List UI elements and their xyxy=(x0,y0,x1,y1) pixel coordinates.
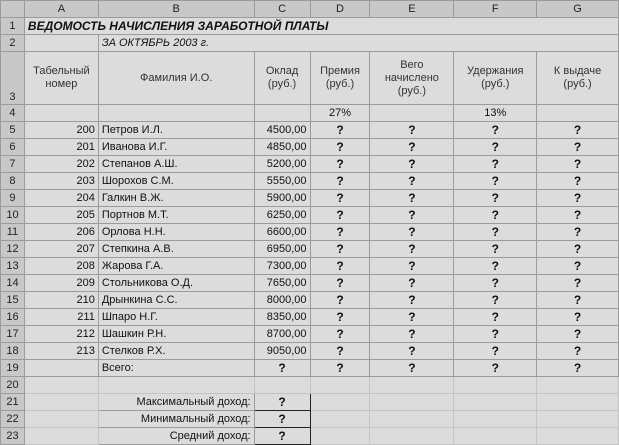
cell[interactable] xyxy=(24,377,98,394)
salary-cell[interactable]: 4850,00 xyxy=(254,139,310,156)
deductions-cell[interactable]: ? xyxy=(454,309,537,326)
cell[interactable] xyxy=(24,428,98,445)
cell[interactable] xyxy=(24,35,98,52)
row-header[interactable]: 15 xyxy=(1,292,25,309)
bonus-cell[interactable]: ? xyxy=(310,309,370,326)
total-accrued-cell[interactable]: ? xyxy=(370,309,454,326)
row-header[interactable]: 13 xyxy=(1,258,25,275)
header-cell-salary[interactable]: Оклад (руб.) xyxy=(254,52,310,105)
salary-cell[interactable]: 9050,00 xyxy=(254,343,310,360)
employee-row xyxy=(1,275,619,292)
sheet-row xyxy=(1,394,619,411)
select-all-corner[interactable] xyxy=(1,1,25,18)
salary-cell[interactable]: 7300,00 xyxy=(254,258,310,275)
employee-name-cell[interactable]: Шпаро Н.Г. xyxy=(98,309,254,326)
row-header[interactable]: 18 xyxy=(1,343,25,360)
employee-row xyxy=(1,173,619,190)
bonus-rate-cell[interactable]: 27% xyxy=(310,105,370,122)
bonus-cell[interactable]: ? xyxy=(310,122,370,139)
payout-cell[interactable]: ? xyxy=(537,241,619,258)
cell[interactable] xyxy=(310,394,370,411)
max-income-label[interactable]: Максимальный доход: xyxy=(98,394,254,411)
employee-name-cell[interactable]: Степкина А.В. xyxy=(98,241,254,258)
employee-name-cell[interactable]: Иванова И.Г. xyxy=(98,139,254,156)
bonus-cell[interactable]: ? xyxy=(310,207,370,224)
salary-cell[interactable]: 6250,00 xyxy=(254,207,310,224)
cell[interactable] xyxy=(310,377,370,394)
column-header-b[interactable]: B xyxy=(98,1,254,18)
cell[interactable] xyxy=(370,377,454,394)
totals-row xyxy=(1,360,619,377)
salary-cell[interactable]: 5900,00 xyxy=(254,190,310,207)
employee-name-cell[interactable]: Портнов М.Т. xyxy=(98,207,254,224)
cell[interactable] xyxy=(537,394,619,411)
employee-row xyxy=(1,207,619,224)
deductions-cell[interactable]: ? xyxy=(454,207,537,224)
cell[interactable] xyxy=(370,411,454,428)
employee-name-cell[interactable]: Жарова Г.А. xyxy=(98,258,254,275)
header-cell-total[interactable]: Вего начислено (руб.) xyxy=(370,52,454,105)
deductions-cell[interactable]: ? xyxy=(454,326,537,343)
employee-name-cell[interactable]: Галкин В.Ж. xyxy=(98,190,254,207)
deductions-cell[interactable]: ? xyxy=(454,190,537,207)
total-accrued-cell[interactable]: ? xyxy=(370,360,454,377)
avg-income-label[interactable]: Средний доход: xyxy=(98,428,254,445)
deductions-cell[interactable]: ? xyxy=(454,173,537,190)
column-header-c[interactable]: C xyxy=(254,1,310,18)
row-header[interactable]: 23 xyxy=(1,428,25,445)
employee-row xyxy=(1,139,619,156)
employee-name-cell[interactable]: Орлова Н.Н. xyxy=(98,224,254,241)
row-header[interactable]: 6 xyxy=(1,139,25,156)
total-accrued-cell[interactable]: ? xyxy=(370,275,454,292)
column-header-d[interactable]: D xyxy=(310,1,370,18)
row-header[interactable]: 4 xyxy=(1,105,25,122)
employee-name-cell[interactable]: Шашкин Р.Н. xyxy=(98,326,254,343)
total-accrued-cell[interactable]: ? xyxy=(370,258,454,275)
salary-cell[interactable]: 6600,00 xyxy=(254,224,310,241)
sheet-row xyxy=(1,18,619,35)
total-deductions-cell[interactable]: ? xyxy=(454,360,537,377)
employee-row xyxy=(1,258,619,275)
row-header[interactable]: 12 xyxy=(1,241,25,258)
row-header[interactable]: 17 xyxy=(1,326,25,343)
row-header[interactable]: 5 xyxy=(1,122,25,139)
salary-cell[interactable]: 7650,00 xyxy=(254,275,310,292)
employee-id-cell[interactable]: 204 xyxy=(24,190,98,207)
bonus-cell[interactable]: ? xyxy=(310,292,370,309)
employee-row xyxy=(1,190,619,207)
total-accrued-cell[interactable]: ? xyxy=(370,139,454,156)
cell[interactable] xyxy=(537,428,619,445)
row-header[interactable]: 8 xyxy=(1,173,25,190)
bonus-cell[interactable]: ? xyxy=(310,173,370,190)
cell[interactable] xyxy=(98,105,254,122)
cell[interactable] xyxy=(254,377,310,394)
payout-cell[interactable]: ? xyxy=(537,292,619,309)
min-income-cell[interactable]: ? xyxy=(254,411,310,428)
employee-name-cell[interactable]: Петров И.Л. xyxy=(98,122,254,139)
deduction-rate-cell[interactable]: 13% xyxy=(454,105,537,122)
total-accrued-cell[interactable]: ? xyxy=(370,343,454,360)
total-accrued-cell[interactable]: ? xyxy=(370,173,454,190)
payout-cell[interactable]: ? xyxy=(537,122,619,139)
max-income-cell[interactable]: ? xyxy=(254,394,310,411)
sheet-title-cell[interactable]: ВЕДОМОСТЬ НАЧИСЛЕНИЯ ЗАРАБОТНОЙ ПЛАТЫ xyxy=(24,18,618,35)
deductions-cell[interactable]: ? xyxy=(454,292,537,309)
table-header-row xyxy=(1,52,619,105)
sheet-row xyxy=(1,35,619,52)
total-accrued-cell[interactable]: ? xyxy=(370,241,454,258)
payout-cell[interactable]: ? xyxy=(537,224,619,241)
cell[interactable] xyxy=(537,377,619,394)
cell[interactable] xyxy=(24,411,98,428)
total-accrued-cell[interactable]: ? xyxy=(370,207,454,224)
salary-cell[interactable]: 6950,00 xyxy=(254,241,310,258)
total-accrued-cell[interactable]: ? xyxy=(370,224,454,241)
min-income-label[interactable]: Минимальный доход: xyxy=(98,411,254,428)
cell[interactable] xyxy=(454,411,537,428)
row-header[interactable]: 16 xyxy=(1,309,25,326)
total-salary-cell[interactable]: ? xyxy=(254,360,310,377)
total-accrued-cell[interactable]: ? xyxy=(370,156,454,173)
employee-id-cell[interactable]: 202 xyxy=(24,156,98,173)
employee-id-cell[interactable]: 210 xyxy=(24,292,98,309)
total-accrued-cell[interactable]: ? xyxy=(370,122,454,139)
header-cell-payout[interactable]: К выдаче (руб.) xyxy=(537,52,619,105)
bonus-cell[interactable]: ? xyxy=(310,241,370,258)
cell[interactable] xyxy=(537,105,619,122)
salary-cell[interactable]: 5550,00 xyxy=(254,173,310,190)
employee-id-cell[interactable]: 213 xyxy=(24,343,98,360)
employee-row xyxy=(1,224,619,241)
employee-id-cell[interactable]: 209 xyxy=(24,275,98,292)
payout-cell[interactable]: ? xyxy=(537,309,619,326)
cell[interactable] xyxy=(310,428,370,445)
salary-cell[interactable]: 4500,00 xyxy=(254,122,310,139)
row-header[interactable]: 19 xyxy=(1,360,25,377)
bonus-cell[interactable]: ? xyxy=(310,190,370,207)
deductions-cell[interactable]: ? xyxy=(454,241,537,258)
column-header-a[interactable]: A xyxy=(24,1,98,18)
row-header[interactable]: 3 xyxy=(1,52,25,105)
cell[interactable] xyxy=(24,105,98,122)
deductions-cell[interactable]: ? xyxy=(454,156,537,173)
bonus-cell[interactable]: ? xyxy=(310,326,370,343)
employee-id-cell[interactable]: 203 xyxy=(24,173,98,190)
column-header-g[interactable]: G xyxy=(537,1,619,18)
total-accrued-cell[interactable]: ? xyxy=(370,326,454,343)
employee-row xyxy=(1,241,619,258)
row-header[interactable]: 22 xyxy=(1,411,25,428)
cell[interactable] xyxy=(370,105,454,122)
cell[interactable] xyxy=(454,394,537,411)
employee-id-cell[interactable]: 208 xyxy=(24,258,98,275)
total-bonus-cell[interactable]: ? xyxy=(310,360,370,377)
payout-cell[interactable]: ? xyxy=(537,139,619,156)
employee-name-cell[interactable]: Шорохов С.М. xyxy=(98,173,254,190)
sheet-subtitle-cell[interactable]: ЗА ОКТЯБРЬ 2003 г. xyxy=(98,35,618,52)
cell[interactable] xyxy=(24,394,98,411)
payout-cell[interactable]: ? xyxy=(537,156,619,173)
avg-income-cell[interactable]: ? xyxy=(254,428,310,445)
row-header[interactable]: 9 xyxy=(1,190,25,207)
cell[interactable] xyxy=(24,360,98,377)
employee-row xyxy=(1,122,619,139)
cell[interactable] xyxy=(254,105,310,122)
payout-cell[interactable]: ? xyxy=(537,173,619,190)
column-header-f[interactable]: F xyxy=(454,1,537,18)
employee-row xyxy=(1,326,619,343)
payout-cell[interactable]: ? xyxy=(537,326,619,343)
cell[interactable] xyxy=(370,428,454,445)
employee-name-cell[interactable]: Степанов А.Ш. xyxy=(98,156,254,173)
employee-row xyxy=(1,343,619,360)
employee-id-cell[interactable]: 200 xyxy=(24,122,98,139)
bonus-cell[interactable]: ? xyxy=(310,258,370,275)
deductions-cell[interactable]: ? xyxy=(454,343,537,360)
row-header[interactable]: 7 xyxy=(1,156,25,173)
bonus-cell[interactable]: ? xyxy=(310,139,370,156)
payout-cell[interactable]: ? xyxy=(537,190,619,207)
bonus-cell[interactable]: ? xyxy=(310,224,370,241)
total-payout-cell[interactable]: ? xyxy=(537,360,619,377)
salary-cell[interactable]: 8700,00 xyxy=(254,326,310,343)
deductions-cell[interactable]: ? xyxy=(454,139,537,156)
deductions-cell[interactable]: ? xyxy=(454,258,537,275)
deductions-cell[interactable]: ? xyxy=(454,224,537,241)
salary-cell[interactable]: 8350,00 xyxy=(254,309,310,326)
row-header[interactable]: 2 xyxy=(1,35,25,52)
salary-cell[interactable]: 8000,00 xyxy=(254,292,310,309)
row-header[interactable]: 11 xyxy=(1,224,25,241)
header-cell-name[interactable]: Фамилия И.О. xyxy=(98,52,254,105)
cell[interactable] xyxy=(370,394,454,411)
row-header[interactable]: 20 xyxy=(1,377,25,394)
sheet-row xyxy=(1,105,619,122)
total-accrued-cell[interactable]: ? xyxy=(370,292,454,309)
salary-cell[interactable]: 5200,00 xyxy=(254,156,310,173)
header-cell-id[interactable]: Табельный номер xyxy=(24,52,98,105)
cell[interactable] xyxy=(98,377,254,394)
payout-cell[interactable]: ? xyxy=(537,207,619,224)
bonus-cell[interactable]: ? xyxy=(310,275,370,292)
employee-id-cell[interactable]: 201 xyxy=(24,139,98,156)
cell[interactable] xyxy=(454,428,537,445)
deductions-cell[interactable]: ? xyxy=(454,275,537,292)
cell[interactable] xyxy=(537,411,619,428)
row-header[interactable]: 14 xyxy=(1,275,25,292)
totals-label[interactable]: Всего: xyxy=(98,360,254,377)
row-header[interactable]: 1 xyxy=(1,18,25,35)
row-header[interactable]: 10 xyxy=(1,207,25,224)
cell[interactable] xyxy=(310,411,370,428)
total-accrued-cell[interactable]: ? xyxy=(370,190,454,207)
employee-row xyxy=(1,292,619,309)
payout-cell[interactable]: ? xyxy=(537,275,619,292)
header-cell-bonus[interactable]: Премия (руб.) xyxy=(310,52,370,105)
employee-name-cell[interactable]: Стелков Р.Х. xyxy=(98,343,254,360)
employee-row xyxy=(1,156,619,173)
deductions-cell[interactable]: ? xyxy=(454,122,537,139)
cell[interactable] xyxy=(454,377,537,394)
employee-row xyxy=(1,309,619,326)
payout-cell[interactable]: ? xyxy=(537,258,619,275)
employee-id-cell[interactable]: 205 xyxy=(24,207,98,224)
sheet-row xyxy=(1,377,619,394)
employee-name-cell[interactable]: Стольникова О.Д. xyxy=(98,275,254,292)
employee-id-cell[interactable]: 211 xyxy=(24,309,98,326)
employee-name-cell[interactable]: Дрынкина С.С. xyxy=(98,292,254,309)
employee-id-cell[interactable]: 206 xyxy=(24,224,98,241)
bonus-cell[interactable]: ? xyxy=(310,156,370,173)
employee-id-cell[interactable]: 212 xyxy=(24,326,98,343)
column-header-row xyxy=(1,1,619,18)
column-header-e[interactable]: E xyxy=(370,1,454,18)
sheet-row xyxy=(1,411,619,428)
header-cell-deductions[interactable]: Удержания (руб.) xyxy=(454,52,537,105)
sheet-row xyxy=(1,428,619,445)
bonus-cell[interactable]: ? xyxy=(310,343,370,360)
row-header[interactable]: 21 xyxy=(1,394,25,411)
employee-id-cell[interactable]: 207 xyxy=(24,241,98,258)
payout-cell[interactable]: ? xyxy=(537,343,619,360)
